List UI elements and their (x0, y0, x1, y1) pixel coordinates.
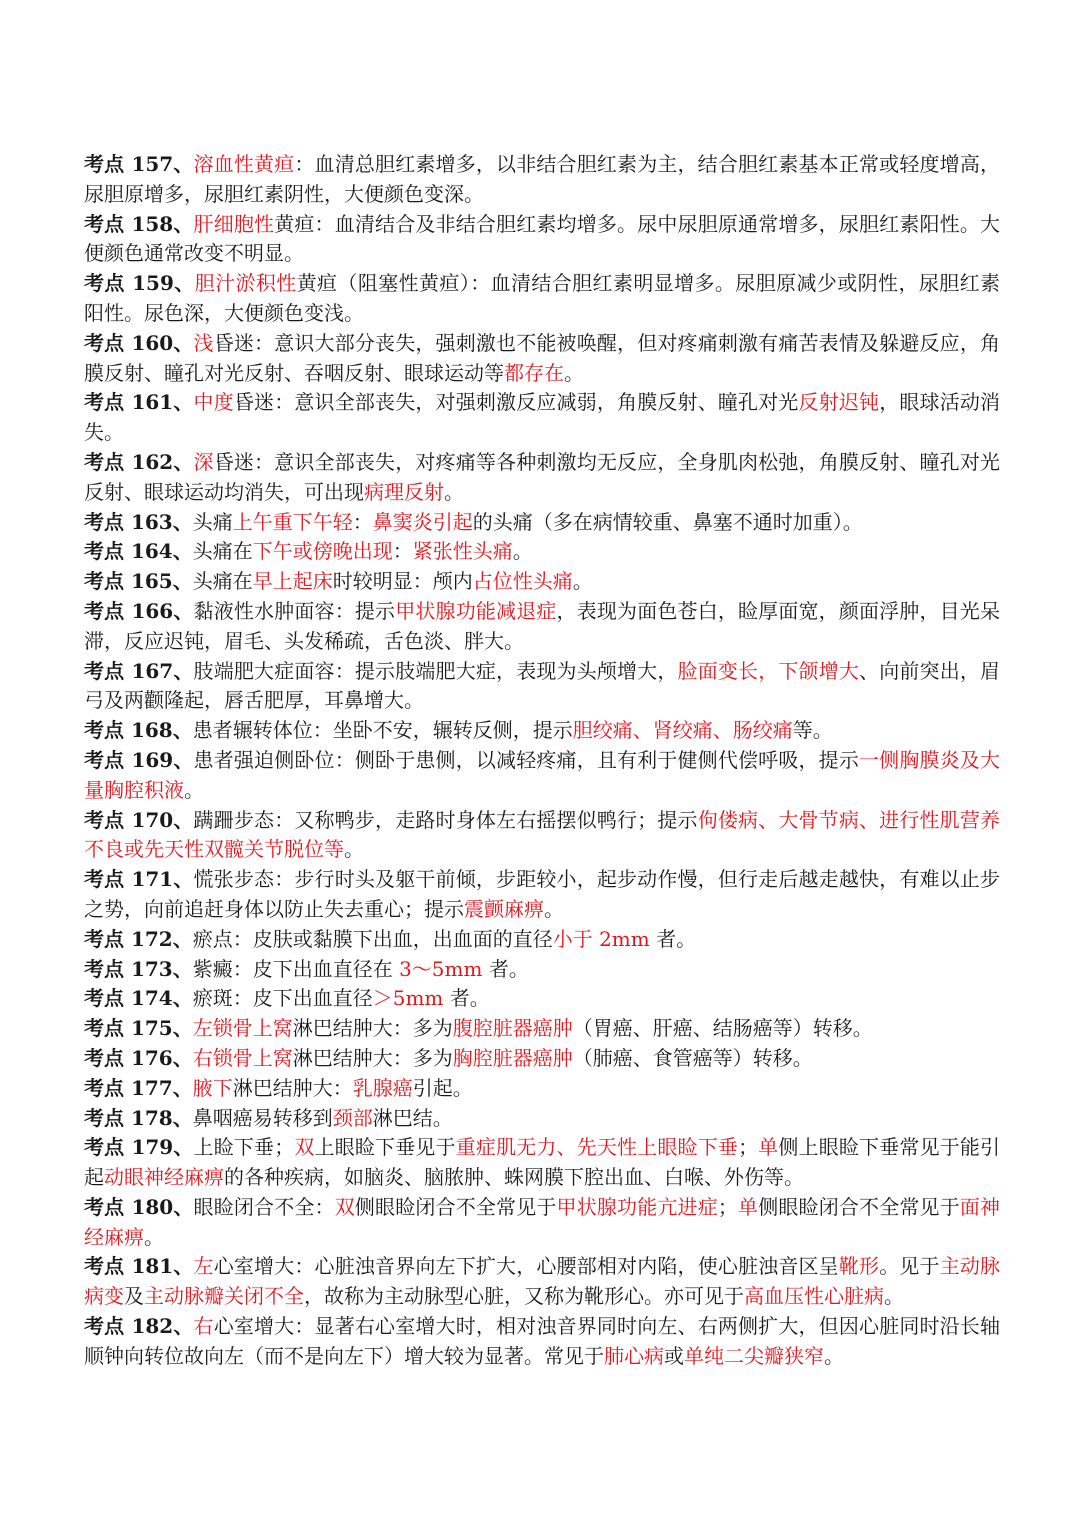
body-text: 紫癜：皮下出血直径在 (192, 956, 400, 981)
exam-point-entry (84, 955, 1000, 985)
highlighted-term: 动眼神经麻痹 (104, 1165, 224, 1190)
body-text: 瘀斑：皮下出血直径 (192, 986, 373, 1011)
exam-point-entry (84, 1193, 1000, 1253)
body-text: 头痛在 (192, 569, 253, 594)
highlighted-term: 中度 (193, 390, 234, 415)
exam-point-label: 考点 174、 (84, 986, 193, 1011)
body-text: 。 (572, 569, 593, 594)
highlighted-term: 反射迟钝 (798, 390, 880, 415)
body-text: 。 (344, 837, 364, 862)
body-text: ； (717, 1194, 738, 1219)
exam-point-entry (84, 597, 1000, 657)
body-text: 。 (884, 1284, 904, 1309)
body-text: 及 (124, 1284, 144, 1309)
highlighted-term: 鼻窦炎引起 (372, 509, 473, 534)
highlighted-term: 占位性头痛 (472, 569, 573, 594)
highlighted-term: 甲状腺功能亢进症 (556, 1194, 718, 1219)
highlighted-term: 右锁骨上窝 (192, 1045, 293, 1070)
body-text: 。 (444, 479, 464, 504)
body-text: 侧眼睑闭合不全常见于 (758, 1194, 960, 1219)
exam-point-label: 考点 163、 (84, 509, 193, 534)
highlighted-term: 紧张性头痛 (412, 539, 513, 564)
exam-point-label: 考点 177、 (84, 1075, 193, 1100)
highlighted-term: 早上起床 (252, 569, 333, 594)
exam-point-label: 考点 158、 (84, 211, 194, 236)
highlighted-term: 腹腔脏器癌肿 (452, 1016, 573, 1041)
highlighted-term: 3～5mm (399, 956, 483, 981)
body-text: 慌张步态：步行时头及躯干前倾，步距较小，起步动作慢，但行走后越走越快，有难以止步之势，向前追赶身体以防止失去重心；提示 (84, 867, 1001, 921)
body-text: 瘀点：皮肤或黏膜下出血，出血面的直径 (192, 926, 553, 951)
exam-point-entry (84, 1014, 1000, 1044)
highlighted-term: 单 (758, 1135, 779, 1160)
exam-point-label: 考点 181、 (84, 1254, 194, 1279)
highlighted-term: 主动脉病变 (84, 1254, 1001, 1309)
body-text: 淋巴结肿大：多为 (292, 1045, 453, 1070)
exam-point-label: 考点 173、 (84, 956, 193, 981)
body-text: ：血清总胆红素增多，以非结合胆红素为主，结合胆红素基本正常或轻度增高，尿胆原增多，尿胆红素阴性，大便颜色变深。 (84, 152, 1001, 206)
exam-point-label: 考点 160、 (84, 330, 194, 355)
highlighted-term: 溶血性黄疸 (193, 152, 295, 176)
exam-point-entry (84, 865, 1000, 925)
exam-point-label: 考点 172、 (84, 926, 193, 951)
highlighted-term: 单纯二尖瓣狭窄 (684, 1343, 824, 1368)
exam-point-label: 考点 166、 (84, 598, 194, 623)
highlighted-term: 胆汁淤积性 (194, 271, 297, 296)
body-text: （肺癌、食管癌等）转移。 (572, 1045, 813, 1070)
exam-point-label: 考点 182、 (84, 1314, 194, 1339)
exam-point-entry (84, 1312, 1000, 1372)
body-text: 肢端肥大症面容：提示肢端肥大症，表现为头颅增大， (193, 658, 678, 683)
highlighted-term: 下午或傍晚出现 (252, 539, 393, 564)
highlighted-term: 上午重下午轻 (232, 509, 353, 534)
highlighted-term: 甲状腺功能减退症 (395, 598, 557, 623)
highlighted-term: 主动脉瓣关闭不全 (144, 1284, 304, 1309)
exam-point-label: 考点 171、 (84, 867, 194, 892)
exam-point-entry (84, 329, 1000, 389)
exam-point-entry (84, 448, 1000, 508)
body-text: ，故称为主动脉型心脏，又称为靴形心。亦可见于 (304, 1284, 744, 1309)
body-text: 者。 (482, 956, 529, 981)
body-text: 等。 (792, 718, 833, 743)
body-text: ： (392, 539, 413, 564)
highlighted-term: 一侧胸膜炎及大量胸腔积液 (84, 747, 1001, 802)
body-text: 头痛在 (192, 539, 253, 564)
exam-point-label: 考点 176、 (84, 1045, 193, 1070)
body-text: 上眼睑下垂见于 (314, 1135, 456, 1160)
body-text: 上睑下垂； (193, 1135, 295, 1160)
exam-point-entry (84, 210, 1000, 270)
exam-point-label: 考点 165、 (84, 569, 193, 594)
exam-point-label: 考点 178、 (84, 1105, 193, 1130)
body-text: 侧上眼睑下垂常见于能引起 (84, 1135, 1001, 1190)
exam-point-label: 考点 167、 (84, 658, 194, 683)
exam-point-entry (84, 716, 1000, 746)
highlighted-term: 病理反射 (364, 479, 444, 504)
highlighted-term: 肝细胞性 (193, 211, 275, 236)
body-text: 、向前突出，眉弓及两颧隆起，唇舌肥厚，耳鼻增大。 (84, 658, 1001, 713)
body-text: 黄疸：血清结合及非结合胆红素均增多。尿中尿胆原通常增多，尿胆红素阳性。大便颜色通常改变不明显。 (84, 211, 1001, 266)
exam-point-label: 考点 159、 (84, 271, 195, 296)
exam-point-label: 考点 161、 (84, 390, 194, 415)
body-text: 鼻咽癌易转移到 (192, 1105, 333, 1130)
body-text: 黄疸（阻塞性黄疸）：血清结合胆红素明显增多。尿胆原减少或阴性，尿胆红素阳性。尿色深，大便颜色变浅。 (84, 271, 1001, 325)
exam-point-label: 考点 179、 (84, 1135, 194, 1160)
body-text: 。 (512, 539, 533, 564)
highlighted-term: 胸腔脏器癌肿 (452, 1045, 573, 1070)
body-text: 头痛 (192, 509, 233, 534)
highlighted-term: 震颤麻痹 (464, 896, 544, 921)
exam-point-label: 考点 168、 (84, 718, 193, 743)
highlighted-term: 深 (193, 449, 214, 474)
highlighted-term: 腋下 (192, 1075, 233, 1100)
highlighted-term: 双 (294, 1135, 315, 1160)
body-text: 。见于 (879, 1254, 940, 1279)
body-text: 引起。 (412, 1075, 473, 1100)
body-text: 。 (564, 360, 584, 385)
body-text: ，表现为面色苍白，睑厚面宽，颜面浮肿，目光呆滞，反应迟钝，眉毛、头发稀疏，舌色淡、胖大。 (84, 598, 1001, 653)
highlighted-term: 肺心病 (604, 1343, 664, 1368)
exam-point-entry (84, 806, 1000, 866)
body-text: 的各种疾病，如脑炎、脑脓肿、蛛网膜下腔出血、白喉、外伤等。 (224, 1165, 804, 1190)
exam-point-label: 考点 175、 (84, 1016, 193, 1041)
highlighted-term: 靴形 (838, 1254, 880, 1279)
exam-point-entry (84, 269, 1000, 329)
exam-point-entry (84, 1252, 1000, 1312)
highlighted-term: 面神经麻痹 (84, 1194, 1001, 1249)
body-text: 蹒跚步态：又称鸭步，走路时身体左右摇摆似鸭行；提示 (193, 807, 698, 832)
exam-point-label: 考点 164、 (84, 539, 193, 564)
exam-point-entry (84, 746, 1000, 806)
exam-point-entry (84, 567, 1000, 597)
exam-point-label: 考点 162、 (84, 449, 194, 474)
body-text: 昏迷：意识全部丧失，对强刺激反应减弱，角膜反射、瞳孔对光 (233, 390, 799, 415)
exam-point-entry (84, 984, 1000, 1014)
highlighted-term: 佝偻病、大骨节病、进行性肌营养不良或先天性双髋关节脱位等 (84, 807, 1001, 862)
body-text: 淋巴结肿大： (232, 1075, 353, 1100)
body-text: 。 (544, 896, 564, 921)
body-text: ； (738, 1135, 759, 1160)
exam-point-entry (84, 925, 1000, 955)
body-text: 患者强迫侧卧位：侧卧于患侧，以减轻疼痛，且有利于健侧代偿呼吸，提示 (193, 747, 860, 772)
body-text: 侧眼睑闭合不全常见于 (354, 1194, 557, 1219)
body-text: 或 (664, 1343, 684, 1368)
highlighted-term: 左锁骨上窝 (192, 1016, 293, 1041)
body-text: 时较明显：颅内 (332, 569, 473, 594)
highlighted-term: 重症肌无力、先天性上眼睑下垂 (455, 1135, 739, 1160)
body-text: 者。 (443, 986, 490, 1011)
highlighted-term: 左 (193, 1254, 214, 1279)
body-text: 淋巴结肿大：多为 (292, 1016, 453, 1041)
highlighted-term: 浅 (193, 330, 214, 355)
exam-point-label: 考点 180、 (84, 1194, 194, 1219)
exam-point-label: 考点 157、 (84, 152, 194, 176)
exam-point-entry (84, 1133, 1000, 1193)
body-text: ，眼球活动消失。 (84, 390, 1001, 445)
body-text: 患者辗转体位：坐卧不安，辗转反侧，提示 (192, 718, 573, 743)
exam-point-entry (84, 657, 1000, 717)
body-text: 心室增大：显著右心室增大时，相对浊音界同时向左、右两侧扩大，但因心脏同时沿长轴顺钟向转位故向左（而不是向左下）增大较为显著。常见于 (84, 1314, 1001, 1368)
highlighted-term: 双 (334, 1194, 355, 1219)
exam-point-label: 考点 170、 (84, 807, 194, 832)
highlighted-term: 单 (737, 1194, 759, 1219)
body-text: 昏迷：意识全部丧失，对疼痛等各种刺激均无反应，全身肌肉松弛，角膜反射、瞳孔对光反射、眼球运动均消失，可出现 (84, 449, 1001, 504)
exam-point-label: 考点 169、 (84, 747, 194, 772)
highlighted-term: ＞5mm (372, 986, 444, 1011)
body-text: 的头痛（多在病情较重、鼻塞不通时加重）。 (472, 509, 863, 534)
body-text: 者。 (649, 926, 697, 951)
highlighted-term: 乳腺癌 (352, 1075, 413, 1100)
body-text: 心室增大：心脏浊音界向左下扩大，心腰部相对内陷，使心脏浊音区呈 (213, 1254, 839, 1279)
body-text: 。 (184, 777, 204, 802)
exam-point-entry (84, 1104, 1000, 1134)
highlighted-term: 小于 2mm (552, 926, 650, 951)
exam-point-entry (84, 388, 1000, 448)
exam-points-document (84, 150, 1000, 1372)
exam-point-entry (84, 1044, 1000, 1074)
highlighted-term: 胆绞痛、肾绞痛、肠绞痛 (572, 718, 793, 743)
highlighted-term: 右 (193, 1314, 214, 1339)
body-text: 淋巴结。 (372, 1105, 453, 1130)
highlighted-term: 脸面变长，下颌增大 (677, 658, 860, 683)
body-text: 眼睑闭合不全： (193, 1194, 335, 1219)
body-text: 昏迷：意识大部分丧失，强刺激也不能被唤醒，但对疼痛刺激有痛苦表情及躲避反应，角膜反射、瞳孔对光反射、吞咽反射、眼球运动等 (84, 330, 1001, 385)
body-text: 。 (144, 1224, 164, 1249)
body-text: 。 (824, 1343, 844, 1368)
exam-point-entry (84, 1074, 1000, 1104)
body-text: （胃癌、肝癌、结肠癌等）转移。 (572, 1016, 873, 1041)
exam-point-entry (84, 150, 1000, 210)
highlighted-term: 都存在 (504, 360, 564, 385)
body-text: ： (352, 509, 373, 534)
highlighted-term: 颈部 (332, 1105, 373, 1130)
body-text: 黏液性水肿面容：提示 (193, 598, 396, 623)
exam-point-entry (84, 508, 1000, 538)
exam-point-entry (84, 537, 1000, 567)
highlighted-term: 高血压性心脏病 (744, 1284, 884, 1309)
